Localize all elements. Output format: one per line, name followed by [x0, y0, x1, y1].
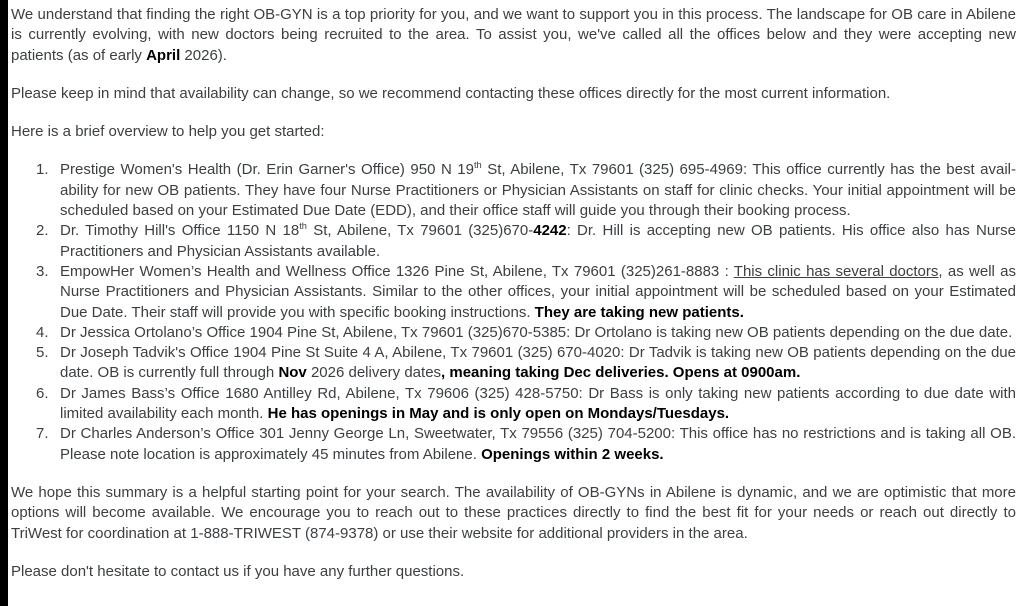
office-list-item	[11, 262, 1016, 323]
body-text: Please keep in mind that availability can change, so we recommend contacting these offices directly for the most current information.	[11, 84, 891, 102]
list-item-number: 1.	[36, 161, 49, 179]
office-list	[11, 160, 1016, 464]
list-item-number: 7.	[36, 425, 49, 443]
office-list-item	[11, 323, 1016, 343]
office-list-item	[11, 384, 1016, 425]
closing-paragraphs	[11, 483, 1016, 582]
emphasis-text: 4242	[533, 222, 567, 240]
emphasis-text: He has openings in May and is only open on Mondays/Tuesdays.	[267, 405, 730, 423]
office-description	[60, 385, 1016, 422]
office-description	[60, 161, 1016, 219]
underline-text: This clinic has several doctors	[733, 262, 939, 280]
intro-paragraphs	[11, 5, 1016, 142]
emphasis-text: April	[146, 46, 181, 64]
body-text: We understand that finding the right OB-GYN is a top priority for you, and we want to support you in this process. The landscape for OB care in Abilene is currently evolving, with new doctors being recruited to the area. To assist you, we've called all the offices below and they were accepting new patients (as of early	[11, 6, 1016, 64]
list-item-number: 6.	[36, 384, 49, 402]
paragraph	[11, 84, 1016, 104]
office-list-item	[11, 221, 1016, 262]
body-text: , as well as Nurse Practitioners and Physician Assistants. Similar to the other offices, your initial appointment will be scheduled based on your Estimated Due Date. Their staff will provide you with specific booking instructions.	[60, 262, 1017, 321]
office-list-item	[11, 160, 1016, 221]
office-description	[60, 324, 1012, 341]
office-description	[60, 263, 1016, 321]
body-text: We hope this summary is a helpful starting point for your search. The availability of OB-GYNs in Abilene is dynamic, and we are optimistic that more options will become available. We encourage you to reach out to these practices directly to find the best fit for your needs or reach out directly to TriWest for coordination at 1-888-TRIWEST (874-9378) or use their website for additional providers in the area.	[11, 483, 1016, 542]
office-description	[60, 222, 1016, 259]
body-text: Please don't hesitate to contact us if you have any further questions.	[11, 562, 465, 580]
body-text: 2026 delivery dates	[306, 364, 442, 382]
paragraph	[11, 122, 1016, 142]
body-text: St, Abilene, Tx 79601 (325) 695-4969: This office currently has the best availability for new OB patients. They have four Nurse Practitioners or Physician Assistants on staff for clinic checks. Your initial appointment will be scheduled based on your Estimated Due Date (EDD), and their office staff will guide you through their booking process.	[60, 161, 1016, 220]
list-item-number: 4.	[36, 323, 49, 341]
body-text: : Dr. Hill is accepting new OB patients. His office also has Nurse Practitioners and Physician Assistants available.	[60, 222, 1016, 260]
office-list-item	[11, 343, 1016, 384]
body-text: Dr. Timothy Hill's Office 1150 N 18	[60, 222, 300, 240]
office-description	[60, 344, 1016, 381]
superscript-text: th	[299, 221, 307, 232]
body-text: Dr James Bass’s Office 1680 Antilley Rd, Abilene, Tx 79606 (325) 428-5750: Dr Bass is only taking new patients according to due date with limited availability each month.	[60, 384, 1016, 423]
emphasis-text: Nov	[278, 364, 307, 382]
list-item-number: 2.	[36, 222, 49, 240]
body-text: 2026).	[180, 46, 227, 64]
emphasis-text: Openings within 2 weeks.	[481, 445, 664, 463]
paragraph	[11, 5, 1016, 66]
list-item-number: 3.	[36, 262, 49, 280]
emphasis-text: , meaning taking Dec deliveries. Opens at 0900am.	[441, 364, 801, 382]
paragraph	[11, 562, 1016, 582]
office-list-item	[11, 424, 1016, 465]
window-edge-bar	[0, 0, 8, 606]
list-item-number: 5.	[36, 344, 49, 362]
superscript-text: th	[473, 160, 482, 171]
body-text: Prestige Women's Health (Dr. Erin Garner's Office) 950 N 19	[60, 161, 474, 179]
body-text: Dr Jessica Ortolano’s Office 1904 Pine St, Abilene, Tx 79601 (325)670-5385: Dr Ortolano is taking new OB patients depending on the due date.	[60, 323, 1013, 341]
body-text: EmpowHer Women’s Health and Wellness Office 1326 Pine St, Abilene, Tx 79601 (325)261-8883 :	[60, 262, 734, 280]
emphasis-text: They are taking new patients.	[534, 303, 744, 321]
body-text: Dr Charles Anderson’s Office 301 Jenny George Ln, Sweetwater, Tx 79556 (325) 704-5200: This office has no restrictions and is taking all OB. Please note location is approximately 45 minutes from Abilene.	[60, 425, 1016, 463]
body-text: St, Abilene, Tx 79601 (325)670-	[306, 222, 534, 240]
paragraph	[11, 483, 1016, 544]
body-text: Here is a brief overview to help you get started:	[11, 123, 325, 141]
body-text: Dr Joseph Tadvik's Office 1904 Pine St Suite 4 A, Abilene, Tx 79601 (325) 670-4020: Dr Tadvik is taking new OB patients depending on the due date. OB is currently full through	[60, 344, 1016, 382]
office-description	[60, 425, 1016, 462]
